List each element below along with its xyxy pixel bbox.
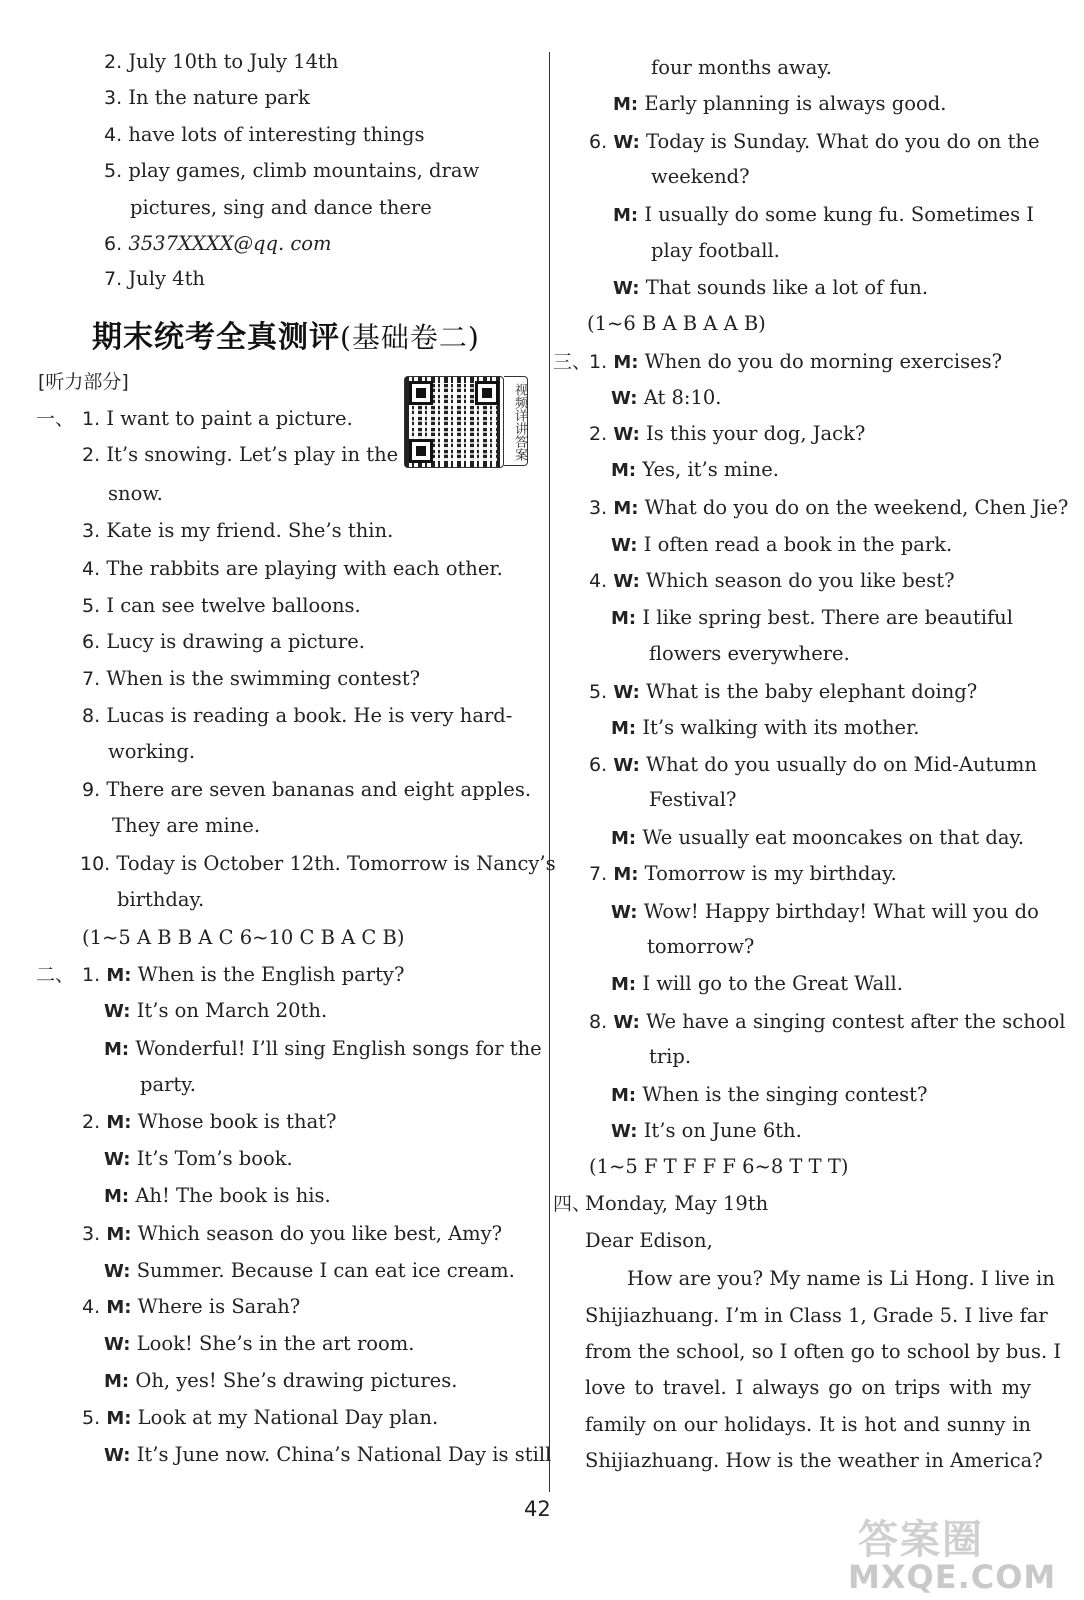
letter-line: Shijiazhuang. How is the weather in America? [585, 1449, 1043, 1472]
listening-label: [听力部分] [38, 371, 129, 393]
prev-item: 7. July 4th [104, 267, 205, 290]
part-label: 一、 [36, 408, 75, 430]
part-label: 四、 [553, 1193, 592, 1215]
part1-line: 2. It’s snowing. Let’s play in the [82, 443, 399, 466]
dialog-line: W: It’s Tom’s book. [104, 1147, 293, 1170]
letter-line: from the school, so I often go to school by bus. I [585, 1340, 1062, 1363]
dialog-line: M: Early planning is always good. [613, 92, 947, 115]
dialog-line: 5. M: Look at my National Day plan. [82, 1406, 439, 1429]
qr-label: 视频详讲答案 [504, 376, 528, 466]
letter-line: love to travel. I always go on trips with my [585, 1376, 1031, 1399]
dialog-line: 8. W: We have a singing contest after the school [589, 1010, 1066, 1033]
dialog-line: 1. M: When do you do morning exercises? [589, 350, 1003, 373]
part1-line: 3. Kate is my friend. She’s thin. [82, 519, 394, 542]
dialog-line: play football. [651, 239, 780, 262]
answer-key: (1~5 F T F F F 6~8 T T T) [589, 1155, 849, 1178]
dialog-line: M: I usually do some kung fu. Sometimes I [613, 203, 1034, 226]
part1-line: snow. [108, 482, 163, 505]
dialog-line: Festival? [649, 788, 737, 811]
part1-line: 10. Today is October 12th. Tomorrow is Nancy’s [80, 852, 556, 875]
answer-key: (1~5 A B B A C 6~10 C B A C B) [82, 926, 405, 949]
part1-line: 4. The rabbits are playing with each other. [82, 557, 503, 580]
dialog-line: 5. W: What is the baby elephant doing? [589, 680, 978, 703]
dialog-line: tomorrow? [647, 935, 755, 958]
part1-line: 7. When is the swimming contest? [82, 667, 421, 690]
part1-line: 9. There are seven bananas and eight apples. [82, 778, 532, 801]
dialog-line: 6. W: Today is Sunday. What do you do on the [589, 130, 1040, 153]
prev-item: 5. play games, climb mountains, draw [104, 159, 480, 182]
part1-line: 5. I can see twelve balloons. [82, 594, 361, 617]
watermark-logo: 答案圈 [858, 1517, 984, 1563]
dialog-line: M: I like spring best. There are beautiful [611, 606, 1013, 629]
dialog-line: 1. M: When is the English party? [82, 963, 405, 986]
part-label: 二、 [36, 964, 75, 986]
dialog-line: M: Wonderful! I’ll sing English songs for the [104, 1037, 542, 1060]
dialog-line: W: It’s on June 6th. [611, 1119, 802, 1142]
part-label: 三、 [553, 351, 592, 373]
part1-line: They are mine. [112, 814, 261, 837]
answer-key: (1~6 B A B A A B) [587, 312, 766, 335]
dialog-line: 2. W: Is this your dog, Jack? [589, 422, 866, 445]
qr-code[interactable] [404, 376, 504, 468]
page-number: 42 [524, 1497, 551, 1521]
letter-greeting: Dear Edison, [585, 1229, 713, 1252]
dialog-line: party. [140, 1073, 196, 1096]
watermark [848, 1508, 1084, 1600]
letter-line: family on our holidays. It is hot and sunny in [585, 1413, 1031, 1436]
dialog-line: 4. M: Where is Sarah? [82, 1295, 301, 1318]
prev-item: pictures, sing and dance there [130, 196, 432, 219]
dialog-line: W: It’s June now. China’s National Day is still [104, 1443, 552, 1466]
letter-date: Monday, May 19th [585, 1192, 769, 1215]
part1-line: 1. I want to paint a picture. [82, 407, 353, 430]
dialog-line: W: Summer. Because I can eat ice cream. [104, 1259, 515, 1282]
letter-line: Shijiazhuang. I’m in Class 1, Grade 5. I live far [585, 1304, 1048, 1327]
column-divider [549, 52, 550, 1492]
dialog-line: W: Wow! Happy birthday! What will you do [611, 900, 1039, 923]
dialog-line: M: When is the singing contest? [611, 1083, 928, 1106]
dialog-line: W: It’s on March 20th. [104, 999, 328, 1022]
dialog-line: weekend? [651, 165, 750, 188]
dialog-line: M: Yes, it’s mine. [611, 458, 779, 481]
dialog-line: M: It’s walking with its mother. [611, 716, 920, 739]
dialog-line: 3. M: What do you do on the weekend, Chen Jie? [589, 496, 1069, 519]
section-title: 期末统考全真测评(基础卷二) [92, 320, 480, 355]
dialog-line: M: We usually eat mooncakes on that day. [611, 826, 1025, 849]
dialog-line: W: Look! She’s in the art room. [104, 1332, 415, 1355]
part1-line: 6. Lucy is drawing a picture. [82, 630, 365, 653]
part1-line: working. [108, 740, 196, 763]
dialog-line: M: I will go to the Great Wall. [611, 972, 903, 995]
dialog-line: W: I often read a book in the park. [611, 533, 953, 556]
dialog-line: trip. [649, 1045, 692, 1068]
prev-item: 4. have lots of interesting things [104, 123, 425, 146]
dialog-line: 6. W: What do you usually do on Mid-Autumn [589, 753, 1037, 776]
dialog-line: M: Ah! The book is his. [104, 1184, 331, 1207]
dialog-line: 3. M: Which season do you like best, Amy? [82, 1222, 503, 1245]
part1-line: birthday. [117, 888, 205, 911]
prev-item: 3. In the nature park [104, 86, 310, 109]
part1-line: 8. Lucas is reading a book. He is very hard- [82, 704, 513, 727]
letter-line: How are you? My name is Li Hong. I live in [627, 1267, 1055, 1290]
dialog-line: 7. M: Tomorrow is my birthday. [589, 862, 897, 885]
watermark-url: MXQE.COM [848, 1558, 1057, 1596]
dialog-line: 2. M: Whose book is that? [82, 1110, 337, 1133]
dialog-line: M: Oh, yes! She’s drawing pictures. [104, 1369, 458, 1392]
prev-item: 2. July 10th to July 14th [104, 50, 339, 73]
dialog-line: four months away. [651, 56, 832, 79]
dialog-line: 4. W: Which season do you like best? [589, 569, 955, 592]
prev-item: 6. 3537XXXX@qq. com [104, 232, 332, 255]
dialog-line: W: That sounds like a lot of fun. [613, 276, 929, 299]
dialog-line: flowers everywhere. [649, 642, 850, 665]
dialog-line: W: At 8:10. [611, 386, 722, 409]
